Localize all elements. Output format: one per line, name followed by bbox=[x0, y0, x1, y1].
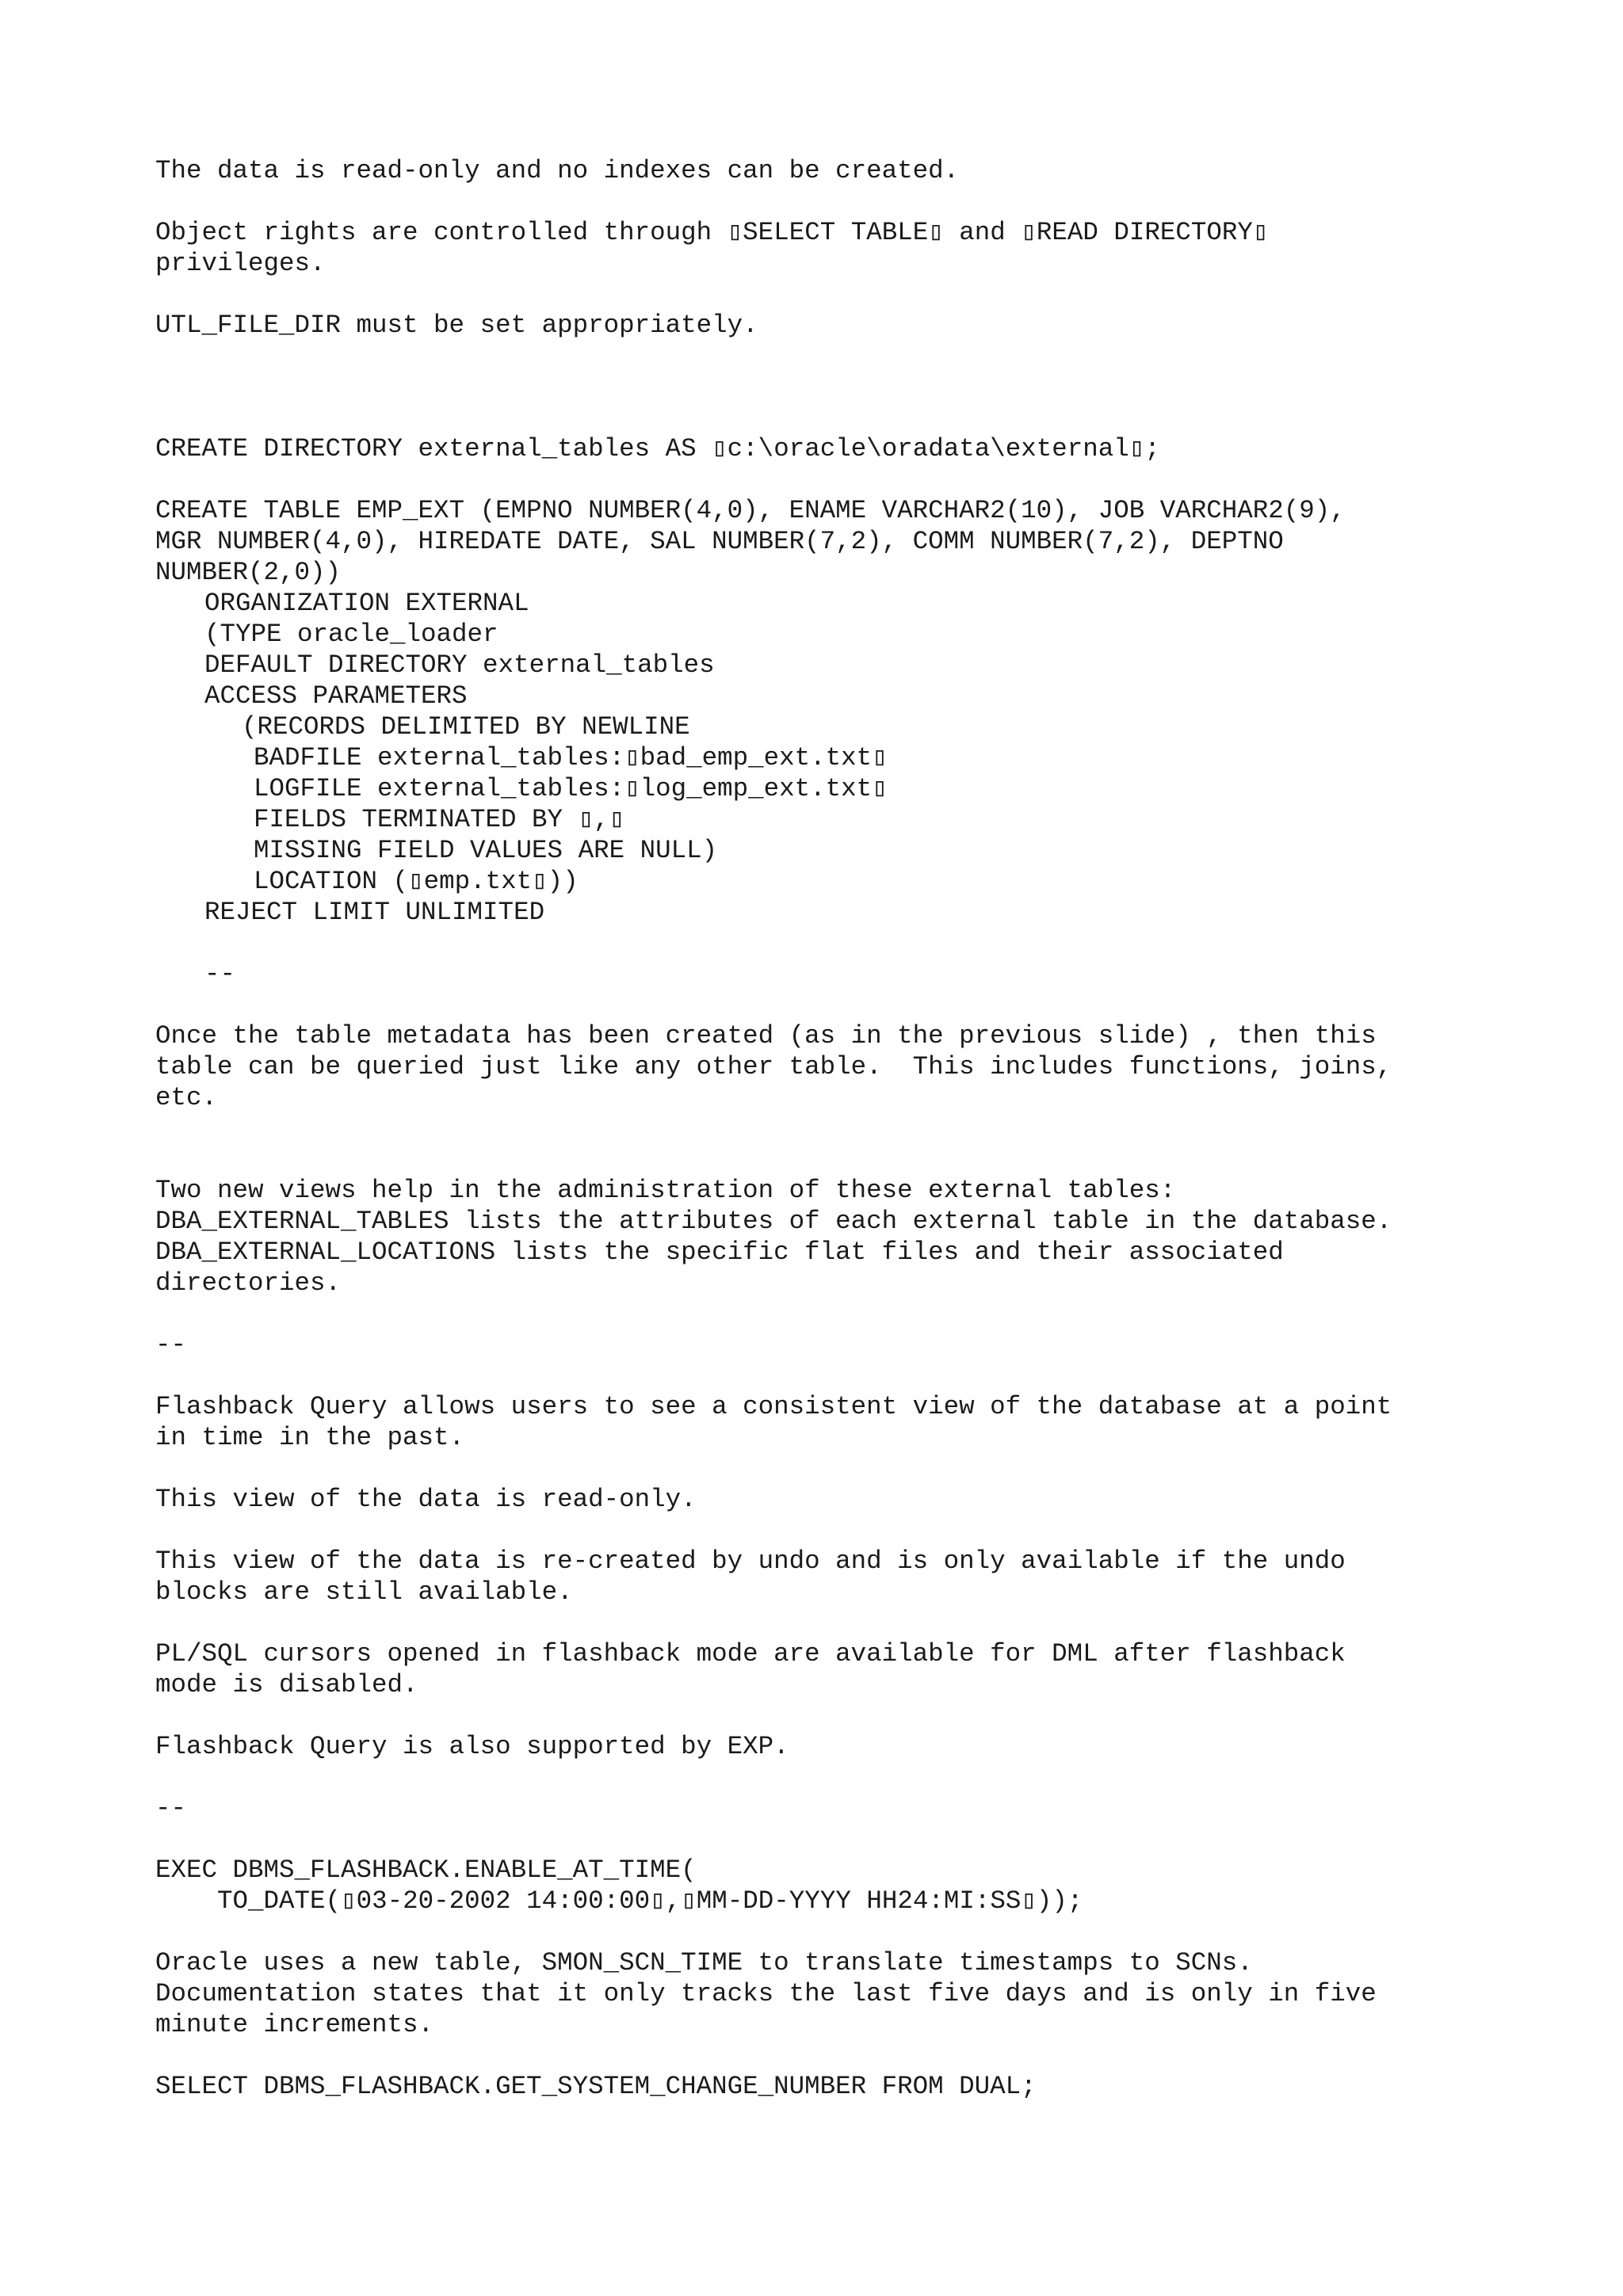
code-create-directory bbox=[155, 433, 1574, 464]
code-line: CREATE DIRECTORY external_tables AS ▯c:\oracle\oradata\external▯; bbox=[155, 434, 1160, 463]
code-create-table bbox=[155, 495, 1574, 928]
code-line: MISSING FIELD VALUES ARE NULL) bbox=[254, 836, 718, 865]
code-line: CREATE TABLE EMP_EXT (EMPNO NUMBER(4,0), ENAME VARCHAR2(10), JOB VARCHAR2(9), bbox=[155, 496, 1346, 525]
code-line: MGR NUMBER(4,0), HIREDATE DATE, SAL NUMBER(7,2), COMM NUMBER(7,2), DEPTNO bbox=[155, 527, 1284, 556]
paragraph-plsql-cursors bbox=[155, 1638, 1574, 1700]
paragraph-utl-file-dir bbox=[155, 310, 1574, 341]
code-line: (RECORDS DELIMITED BY NEWLINE bbox=[242, 712, 690, 742]
code-line: NUMBER(2,0)) bbox=[155, 558, 342, 587]
paragraph-external-views bbox=[155, 1175, 1574, 1299]
code-line: ACCESS PARAMETERS bbox=[204, 681, 468, 711]
text-line: Oracle uses a new table, SMON_SCN_TIME to translate timestamps to SCNs. bbox=[155, 1948, 1253, 1978]
paragraph-object-rights bbox=[155, 217, 1574, 279]
text-line: DBA_EXTERNAL_LOCATIONS lists the specific flat files and their associated bbox=[155, 1238, 1284, 1267]
code-line: LOGFILE external_tables:▯log_emp_ext.txt▯ bbox=[254, 774, 888, 803]
paragraph-flashback-query bbox=[155, 1391, 1574, 1453]
text-line: The data is read-only and no indexes can be created. bbox=[155, 156, 960, 185]
code-line: REJECT LIMIT UNLIMITED bbox=[204, 898, 545, 927]
paragraph-smon-scn-time bbox=[155, 1947, 1574, 2040]
code-line: TO_DATE(▯03-20-2002 14:00:00▯,▯MM-DD-YYYY HH24:MI:SS▯)); bbox=[217, 1886, 1083, 1916]
text-line: privileges. bbox=[155, 249, 326, 278]
paragraph-view-readonly bbox=[155, 1484, 1574, 1515]
code-enable-at-time bbox=[155, 1855, 1574, 1917]
text-line: Documentation states that it only tracks the last five days and is only in five bbox=[155, 1979, 1377, 2008]
text-line: etc. bbox=[155, 1083, 218, 1112]
paragraph-table-metadata bbox=[155, 1020, 1574, 1113]
code-line: (TYPE oracle_loader bbox=[204, 620, 498, 649]
text-line: Once the table metadata has been created (as in the previous slide) , then this bbox=[155, 1021, 1377, 1051]
text-line: minute increments. bbox=[155, 2010, 434, 2039]
text-line: Two new views help in the administration of these external tables: bbox=[155, 1176, 1176, 1205]
text-line: Object rights are controlled through ▯SELECT TABLE▯ and ▯READ DIRECTORY▯ bbox=[155, 218, 1269, 247]
code-line: DEFAULT DIRECTORY external_tables bbox=[204, 650, 715, 680]
text-line: DBA_EXTERNAL_TABLES lists the attributes of each external table in the database. bbox=[155, 1207, 1392, 1236]
section-separator: -- bbox=[155, 1330, 187, 1360]
code-line: LOCATION (▯emp.txt▯)) bbox=[254, 867, 579, 896]
code-line: EXEC DBMS_FLASHBACK.ENABLE_AT_TIME( bbox=[155, 1855, 697, 1885]
text-line: in time in the past. bbox=[155, 1423, 465, 1452]
text-line: UTL_FILE_DIR must be set appropriately. bbox=[155, 311, 758, 340]
text-line: directories. bbox=[155, 1268, 342, 1298]
code-line: BADFILE external_tables:▯bad_emp_ext.txt▯ bbox=[254, 743, 888, 772]
text-line: This view of the data is re-created by undo and is only available if the undo bbox=[155, 1547, 1346, 1576]
text-line: Flashback Query allows users to see a consistent view of the database at a point bbox=[155, 1392, 1392, 1421]
text-line: PL/SQL cursors opened in flashback mode are available for DML after flashback bbox=[155, 1639, 1346, 1669]
code-get-scn bbox=[155, 2071, 1574, 2102]
paragraph-readonly bbox=[155, 155, 1574, 186]
code-line: SELECT DBMS_FLASHBACK.GET_SYSTEM_CHANGE_NUMBER FROM DUAL; bbox=[155, 2072, 1037, 2101]
text-line: mode is disabled. bbox=[155, 1670, 418, 1699]
section-separator: -- bbox=[155, 1794, 187, 1823]
text-line: Flashback Query is also supported by EXP. bbox=[155, 1732, 789, 1761]
paragraph-undo bbox=[155, 1546, 1574, 1608]
paragraph-exp-support bbox=[155, 1731, 1574, 1762]
code-line: ORGANIZATION EXTERNAL bbox=[204, 589, 529, 618]
text-line: This view of the data is read-only. bbox=[155, 1485, 697, 1514]
document-body bbox=[155, 155, 1574, 2102]
text-line: blocks are still available. bbox=[155, 1577, 573, 1607]
code-line: FIELDS TERMINATED BY ▯,▯ bbox=[254, 805, 625, 834]
text-line: table can be queried just like any other table. This includes functions, joins, bbox=[155, 1052, 1392, 1081]
section-separator: -- bbox=[204, 959, 236, 989]
